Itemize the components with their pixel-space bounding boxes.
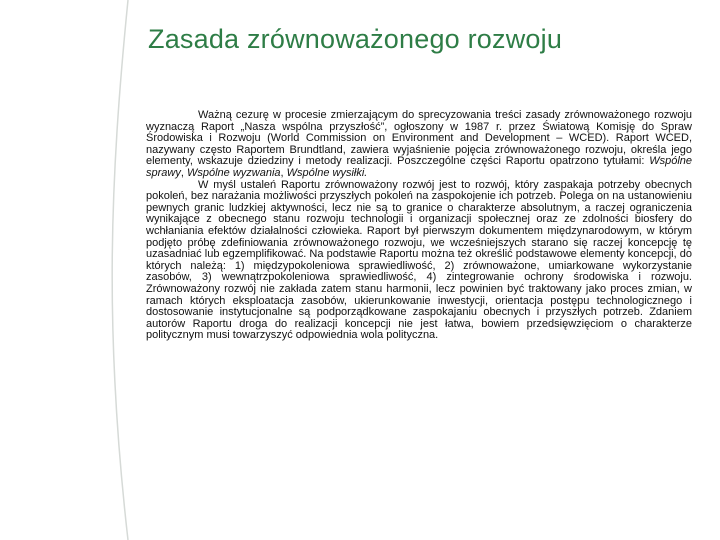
italic-text-segment: Wspólne sprawy: [146, 155, 692, 179]
body-paragraph: [146, 180, 692, 342]
italic-text-segment: Wspólne wysiłki.: [286, 166, 368, 179]
slide-title: Zasada zrównoważonego rozwoju: [148, 24, 563, 54]
text-segment: W myśl ustaleń Raportu zrównoważony rozwój jest to rozwój, który zaspakaja potrzeby obecnych pokoleń, bez narażania możliwości przyszłych pokoleń na zaspokojenie ich potrzeb. Polega on na ustanowieniu pewnych granic ludzkiej aktywności, lecz nie są to granice o charakterze absolutnym, a raczej ograniczenia wynikające z obecnego stanu rozwoju technologii i organizacji społecznej oraz ze zdolności biosfery do wchłaniania efektów działalności człowieka. Raport był pierwszym dokumentem międzynarodowym, w którym podjęto próbę zdefiniowania zrównoważonego rozwoju, we wcześniejszych starano się raczej koncepcję tę uzasadniać lub egzemplifikować. Na podstawie Raportu można też określić podstawowe elementy koncepcji, do których należą: 1) międzypokoleniowa sprawiedliwość, 2) zrównoważone, umiarkowane wykorzystanie zasobów, 3) wewnątrzpokoleniowa sprawiedliwość, 4) zintegrowanie ochrony środowiska i rozwoju. Zrównoważony rozwój nie zakłada zatem stanu harmonii, lecz powinien być traktowany jako proces zmian, w ramach których eksploatacja zasobów, ukierunkowanie inwestycji, orientacja postępu technologicznego i dostosowanie instytucjonalne są podporządkowane zaspokajaniu obecnych i przyszłych potrzeb. Zdaniem autorów Raportu droga do realizacji koncepcji nie jest łatwa, bowiem przedsięwzięciom o charakterze politycznym musi towarzyszyć odpowiednia wola polityczna.: [146, 178, 692, 342]
decorative-curve-line: [112, 0, 128, 540]
text-segment: Ważną cezurę w procesie zmierzającym do sprecyzowania treści zasady zrównoważonego rozwoju wyznaczą Raport „Nasza wspólna przyszłość”, ogłoszony w 1987 r. przez Światową Komisję do Spraw Środowiska i Rozwoju (World Commission on Environment and Development – WCED). Raport WCED, nazywany często Raportem Brundtland, zawiera wyjaśnienie pojęcia zrównoważonego rozwoju, określa jego elementy, wskazuje dziedziny i metody realizacji. Poszczególne części Raportu opatrzono tytułami:: [146, 109, 692, 168]
body-paragraph: [146, 110, 692, 180]
italic-text-segment: Wspólne wyzwania: [186, 166, 281, 179]
text-segment: ,: [280, 166, 287, 179]
body-text: [146, 110, 692, 342]
text-segment: ,: [180, 166, 187, 179]
